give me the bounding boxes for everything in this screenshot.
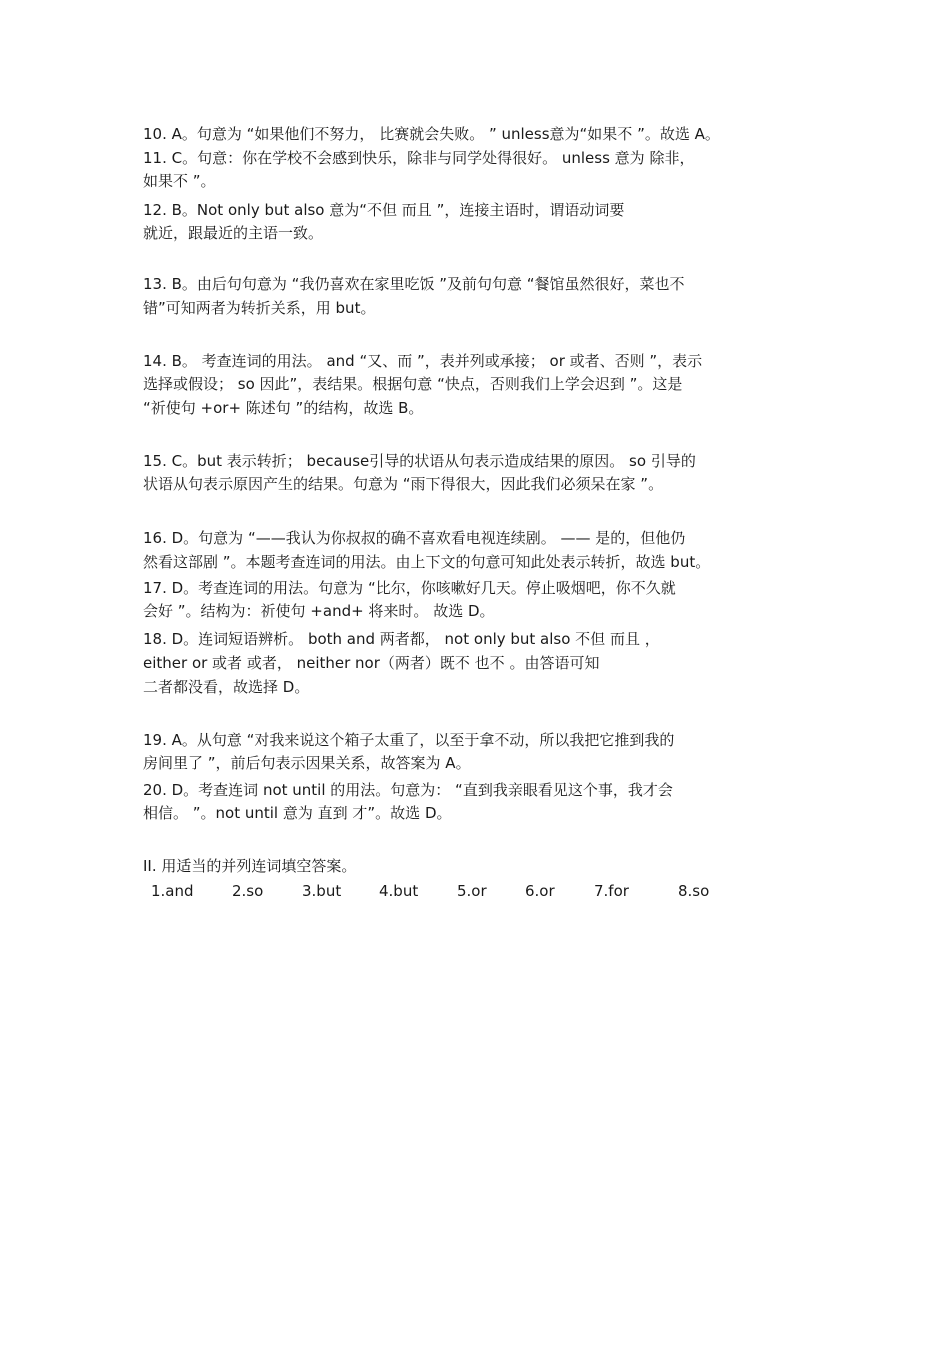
answer-item: 1.and [151,882,194,900]
answer-17-line-1: 17. D。考查连词的用法。句意为 “比尔，你咳嗽好几天。停止吸烟吧，你不久就 [143,579,676,597]
answer-item: 2.so [232,882,264,900]
answer-19-line-1: 19. A。从句意 “对我来说这个箱子太重了，以至于拿不动，所以我把它推到我的 [143,731,675,749]
answer-12-line-1: 12. B。Not only but also 意为“不但 而且 ”，连接主语时，谓语动词要 [143,201,625,219]
answer-item: 5.or [457,882,487,900]
section-ii-heading: II. 用适当的并列连词填空答案。 [143,857,357,875]
answer-16-line-1: 16. D。句意为 “——我认为你叔叔的确不喜欢看电视连续剧。 —— 是的，但他仍 [143,529,686,547]
answer-item: 7.for [594,882,629,900]
answer-15-line-1: 15. C。but 表示转折； because引导的状语从句表示造成结果的原因。 so 引导的 [143,452,696,470]
answer-11-line-2: 如果不 ”。 [143,172,216,190]
answer-14-line-1: 14. B。 考查连词的用法。 and “又、而 ”，表并列或承接； or 或者、否则 ”，表示 [143,352,703,370]
answer-16-line-2: 然看这部剧 ”。本题考查连词的用法。由上下文的句意可知此处表示转折，故选 but。 [143,553,711,571]
answer-19-line-2: 房间里了 ”，前后句表示因果关系，故答案为 A。 [143,754,471,772]
answer-10-line-1: 10. A。句意为 “如果他们不努力， 比赛就会失败。 ” unless意为“如果不 ”。故选 A。 [143,125,720,143]
answer-13-line-2: 错”可知两者为转折关系，用 but。 [143,299,376,317]
answer-12-line-2: 就近，跟最近的主语一致。 [143,224,324,242]
answer-20-line-1: 20. D。考查连词 not until 的用法。句意为： “直到我亲眼看见这个事，我才会 [143,781,673,799]
answer-item: 3.but [302,882,342,900]
answer-18-line-3: 二者都没看，故选择 D。 [143,678,310,696]
answer-11-line-1: 11. C。句意：你在学校不会感到快乐，除非与同学处得很好。 unless 意为 除非， [143,149,695,167]
answer-20-line-2: 相信。 ”。not until 意为 直到 才”。故选 D。 [143,804,452,822]
answer-14-line-2: 选择或假设； so 因此”，表结果。根据句意 “快点，否则我们上学会迟到 ”。这是 [143,375,683,393]
answer-item: 4.but [379,882,419,900]
answer-13-line-1: 13. B。由后句句意为 “我仍喜欢在家里吃饭 ”及前句句意 “餐馆虽然很好，菜也不 [143,275,685,293]
answer-18-line-2: either or 或者 或者， neither nor（两者）既不 也不 。由答语可知 [143,654,600,672]
answer-15-line-2: 状语从句表示原因产生的结果。句意为 “雨下得很大，因此我们必须呆在家 ”。 [143,475,664,493]
answer-18-line-1: 18. D。连词短语辨析。 both and 两者都， not only but also 不但 而且 ， [143,630,660,648]
answer-14-line-3: “祈使句 +or+ 陈述句 ”的结构，故选 B。 [143,399,424,417]
answer-17-line-2: 会好 ”。结构为：祈使句 +and+ 将来时。 故选 D。 [143,602,495,620]
section-ii-answers [151,881,791,901]
answer-item: 6.or [525,882,555,900]
answer-item: 8.so [678,882,710,900]
